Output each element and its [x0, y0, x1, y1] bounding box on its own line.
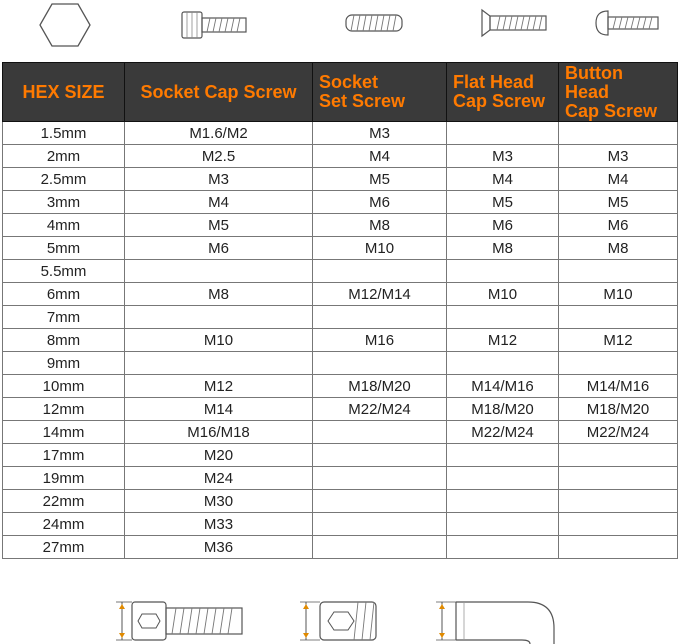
cell-hex-size: 19mm: [3, 467, 125, 490]
cell-socket-cap-screw: M1.6/M2: [125, 122, 313, 145]
cell-socket-cap-screw: M16/M18: [125, 421, 313, 444]
cell-button-head-cap-screw: [559, 490, 678, 513]
cell-socket-cap-screw: M6: [125, 237, 313, 260]
cell-socket-cap-screw: M12: [125, 375, 313, 398]
cell-socket-cap-screw: M30: [125, 490, 313, 513]
column-header-socket-cap-screw: Socket Cap Screw: [125, 63, 313, 122]
table-row: [3, 421, 678, 444]
cell-socket-cap-screw: [125, 306, 313, 329]
table-row: [3, 444, 678, 467]
cell-hex-size: 14mm: [3, 421, 125, 444]
cell-socket-cap-screw: M8: [125, 283, 313, 306]
table-row: [3, 536, 678, 559]
cell-flat-head-cap-screw: M6: [447, 214, 559, 237]
cell-socket-set-screw: M8: [313, 214, 447, 237]
table-row: [3, 191, 678, 214]
cell-button-head-cap-screw: [559, 444, 678, 467]
cell-flat-head-cap-screw: M5: [447, 191, 559, 214]
cell-flat-head-cap-screw: [447, 536, 559, 559]
table-row: [3, 122, 678, 145]
cell-flat-head-cap-screw: [447, 513, 559, 536]
button-head-cap-screw-icon: [594, 8, 662, 38]
cell-flat-head-cap-screw: [447, 122, 559, 145]
table-row: [3, 260, 678, 283]
cell-button-head-cap-screw: [559, 467, 678, 490]
cell-flat-head-cap-screw: M14/M16: [447, 375, 559, 398]
socket-cap-screw-icon: [180, 8, 250, 42]
cell-button-head-cap-screw: [559, 306, 678, 329]
cell-button-head-cap-screw: M12: [559, 329, 678, 352]
table-row: [3, 237, 678, 260]
hex-key-measure-icon: [434, 598, 558, 644]
cell-button-head-cap-screw: M14/M16: [559, 375, 678, 398]
cell-socket-cap-screw: [125, 352, 313, 375]
table-row: [3, 398, 678, 421]
measurement-diagrams-row: [0, 592, 679, 644]
cell-flat-head-cap-screw: M8: [447, 237, 559, 260]
cell-flat-head-cap-screw: M3: [447, 145, 559, 168]
cell-button-head-cap-screw: M3: [559, 145, 678, 168]
table-row: [3, 168, 678, 191]
cell-socket-cap-screw: M2.5: [125, 145, 313, 168]
socket-set-screw-icon: [344, 12, 406, 34]
cell-socket-set-screw: M16: [313, 329, 447, 352]
cell-hex-size: 6mm: [3, 283, 125, 306]
table-row: [3, 375, 678, 398]
cell-hex-size: 17mm: [3, 444, 125, 467]
cell-socket-set-screw: [313, 260, 447, 283]
cell-flat-head-cap-screw: M22/M24: [447, 421, 559, 444]
cell-socket-cap-screw: [125, 260, 313, 283]
cell-socket-set-screw: M22/M24: [313, 398, 447, 421]
cell-button-head-cap-screw: [559, 536, 678, 559]
table-row: [3, 513, 678, 536]
cell-hex-size: 5mm: [3, 237, 125, 260]
table-row: [3, 214, 678, 237]
cell-socket-set-screw: [313, 444, 447, 467]
cell-socket-set-screw: M6: [313, 191, 447, 214]
cell-flat-head-cap-screw: M4: [447, 168, 559, 191]
cell-hex-size: 8mm: [3, 329, 125, 352]
set-screw-hex-measure-icon: [298, 598, 382, 644]
column-header-button-head-cap-screw: Button Head Cap Screw: [559, 63, 678, 122]
cell-flat-head-cap-screw: [447, 467, 559, 490]
cell-flat-head-cap-screw: [447, 352, 559, 375]
table-row: [3, 306, 678, 329]
flat-head-cap-screw-icon: [480, 8, 550, 38]
cell-button-head-cap-screw: M10: [559, 283, 678, 306]
socket-cap-hex-measure-icon: [112, 598, 246, 644]
cell-hex-size: 3mm: [3, 191, 125, 214]
cell-button-head-cap-screw: M8: [559, 237, 678, 260]
cell-button-head-cap-screw: [559, 513, 678, 536]
cell-socket-set-screw: M5: [313, 168, 447, 191]
cell-hex-size: 9mm: [3, 352, 125, 375]
cell-hex-size: 27mm: [3, 536, 125, 559]
cell-flat-head-cap-screw: [447, 444, 559, 467]
cell-socket-set-screw: [313, 421, 447, 444]
table-row: [3, 352, 678, 375]
cell-socket-cap-screw: M36: [125, 536, 313, 559]
cell-button-head-cap-screw: M6: [559, 214, 678, 237]
cell-hex-size: 24mm: [3, 513, 125, 536]
cell-socket-set-screw: [313, 306, 447, 329]
column-header-hex-size: HEX SIZE: [3, 63, 125, 122]
cell-hex-size: 4mm: [3, 214, 125, 237]
table-row: [3, 145, 678, 168]
cell-socket-set-screw: M4: [313, 145, 447, 168]
cell-button-head-cap-screw: M5: [559, 191, 678, 214]
cell-socket-cap-screw: M5: [125, 214, 313, 237]
table-row: [3, 329, 678, 352]
cell-flat-head-cap-screw: M12: [447, 329, 559, 352]
cell-hex-size: 2mm: [3, 145, 125, 168]
cell-socket-set-screw: [313, 467, 447, 490]
cell-socket-cap-screw: M3: [125, 168, 313, 191]
cell-button-head-cap-screw: M18/M20: [559, 398, 678, 421]
cell-socket-set-screw: [313, 352, 447, 375]
cell-flat-head-cap-screw: M10: [447, 283, 559, 306]
cell-hex-size: 12mm: [3, 398, 125, 421]
cell-flat-head-cap-screw: [447, 490, 559, 513]
table-row: [3, 283, 678, 306]
cell-hex-size: 1.5mm: [3, 122, 125, 145]
column-header-flat-head-cap-screw: Flat Head Cap Screw: [447, 63, 559, 122]
cell-socket-set-screw: M3: [313, 122, 447, 145]
cell-hex-size: 2.5mm: [3, 168, 125, 191]
cell-button-head-cap-screw: [559, 260, 678, 283]
hex-size-chart-table: [2, 62, 678, 559]
cell-socket-cap-screw: M4: [125, 191, 313, 214]
cell-flat-head-cap-screw: [447, 260, 559, 283]
cell-button-head-cap-screw: M4: [559, 168, 678, 191]
cell-socket-cap-screw: M20: [125, 444, 313, 467]
header-icons-row: [0, 0, 679, 62]
cell-hex-size: 5.5mm: [3, 260, 125, 283]
cell-socket-set-screw: [313, 513, 447, 536]
cell-socket-cap-screw: M33: [125, 513, 313, 536]
column-header-socket-set-screw: Socket Set Screw: [313, 63, 447, 122]
cell-hex-size: 7mm: [3, 306, 125, 329]
cell-flat-head-cap-screw: [447, 306, 559, 329]
cell-hex-size: 22mm: [3, 490, 125, 513]
cell-socket-cap-screw: M14: [125, 398, 313, 421]
hex-nut-outline-icon: [38, 2, 92, 48]
cell-button-head-cap-screw: [559, 352, 678, 375]
cell-socket-cap-screw: M10: [125, 329, 313, 352]
cell-flat-head-cap-screw: M18/M20: [447, 398, 559, 421]
cell-socket-set-screw: M18/M20: [313, 375, 447, 398]
cell-hex-size: 10mm: [3, 375, 125, 398]
cell-socket-set-screw: [313, 536, 447, 559]
cell-button-head-cap-screw: [559, 122, 678, 145]
table-row: [3, 490, 678, 513]
cell-socket-set-screw: M12/M14: [313, 283, 447, 306]
table-header-row: [3, 63, 678, 122]
cell-socket-cap-screw: M24: [125, 467, 313, 490]
cell-socket-set-screw: [313, 490, 447, 513]
table-row: [3, 467, 678, 490]
cell-button-head-cap-screw: M22/M24: [559, 421, 678, 444]
cell-socket-set-screw: M10: [313, 237, 447, 260]
